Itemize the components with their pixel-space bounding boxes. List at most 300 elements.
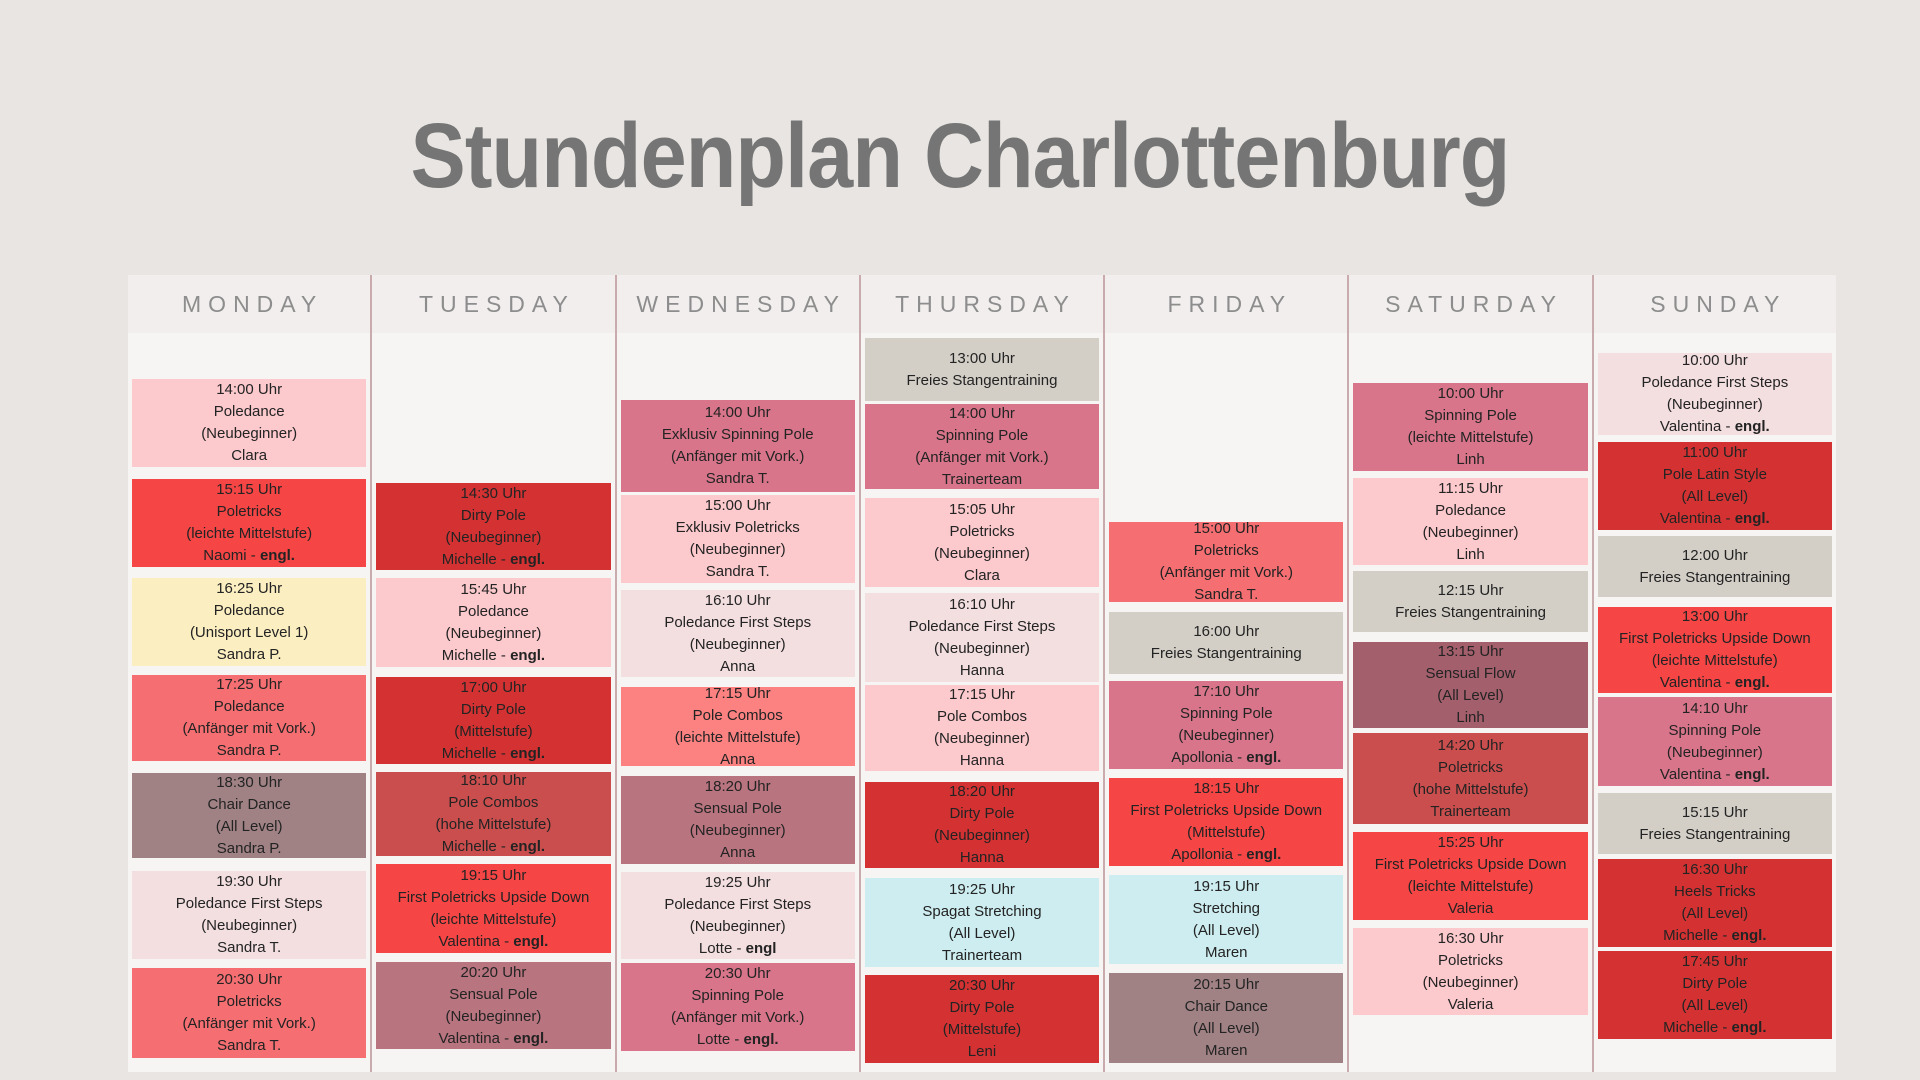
class-course: Poledance bbox=[213, 602, 285, 619]
class-time: 15:15 Uhr bbox=[1681, 803, 1748, 821]
class-time: 16:30 Uhr bbox=[1681, 861, 1748, 878]
class-course: Freies Stangentraining bbox=[1639, 825, 1791, 843]
trainer-name: Michelle - bbox=[1663, 927, 1728, 944]
trainer-language-tag: engl. bbox=[1734, 418, 1770, 435]
class-trainer bbox=[1598, 925, 1832, 947]
class-block bbox=[376, 578, 610, 667]
trainer-language-tag: engl. bbox=[510, 744, 546, 762]
trainer-name: Clara bbox=[231, 447, 268, 464]
class-block bbox=[1109, 612, 1343, 674]
class-time: 11:15 Uhr bbox=[1438, 479, 1503, 497]
trainer-language-tag: engl. bbox=[1731, 1019, 1767, 1036]
class-course: Pole Combos bbox=[692, 706, 783, 724]
class-course: Poletricks bbox=[949, 522, 1015, 540]
trainer-name: Valeria bbox=[1447, 900, 1494, 917]
trainer-name: Sandra P. bbox=[216, 839, 282, 857]
class-block bbox=[865, 498, 1099, 587]
class-course: Poledance bbox=[213, 403, 285, 420]
class-trainer bbox=[621, 468, 855, 490]
trainer-name: Sandra P. bbox=[216, 646, 282, 663]
class-trainer bbox=[376, 836, 610, 858]
class-block bbox=[621, 963, 855, 1051]
page-title: Stundenplan Charlottenburg bbox=[410, 105, 1510, 207]
trainer-name: Valentina - bbox=[1659, 418, 1731, 435]
class-block bbox=[1598, 859, 1832, 947]
class-trainer bbox=[376, 645, 610, 667]
trainer-name: Michelle - bbox=[1663, 1019, 1728, 1036]
trainer-name: Michelle - bbox=[441, 550, 506, 568]
class-trainer bbox=[1353, 449, 1587, 471]
class-time: 17:15 Uhr bbox=[949, 686, 1015, 703]
day-column-saturday bbox=[1349, 275, 1593, 1072]
class-trainer bbox=[865, 660, 1099, 682]
class-course: Dirty Pole bbox=[1682, 975, 1748, 992]
class-trainer bbox=[1353, 801, 1587, 823]
class-level: (Neubeginner) bbox=[445, 528, 542, 546]
class-trainer bbox=[865, 469, 1099, 491]
class-trainer bbox=[1109, 844, 1343, 866]
trainer-name: Valentina - bbox=[438, 932, 510, 950]
class-course: Poledance First Steps bbox=[1641, 374, 1789, 391]
class-block bbox=[376, 864, 610, 953]
class-course: Poledance First Steps bbox=[908, 617, 1056, 635]
class-course: Freies Stangentraining bbox=[1395, 603, 1547, 621]
class-level: (Anfänger mit Vork.) bbox=[671, 448, 805, 465]
class-block bbox=[1598, 793, 1832, 854]
class-level: (leichte Mittelstufe) bbox=[186, 525, 313, 542]
class-trainer bbox=[1109, 942, 1343, 964]
class-time: 17:10 Uhr bbox=[1193, 683, 1260, 700]
trainer-language-tag: engl bbox=[745, 939, 777, 957]
class-course: Pole Combos bbox=[448, 794, 539, 811]
class-level: (Neubeginner) bbox=[934, 639, 1030, 657]
class-level: (Neubeginner) bbox=[1666, 743, 1763, 761]
class-level: (leichte Mittelstufe) bbox=[1407, 878, 1534, 895]
class-block bbox=[1598, 442, 1832, 530]
class-block bbox=[865, 338, 1099, 401]
trainer-language-tag: engl. bbox=[510, 646, 546, 664]
class-trainer bbox=[132, 445, 366, 467]
trainer-name: Valentina - bbox=[1659, 674, 1731, 691]
class-time: 14:00 Uhr bbox=[704, 404, 771, 421]
class-level: (leichte Mittelstufe) bbox=[430, 910, 557, 928]
trainer-name: Valentina - bbox=[1659, 510, 1731, 527]
class-time: 15:25 Uhr bbox=[1437, 834, 1504, 851]
class-course: Sensual Pole bbox=[693, 800, 782, 817]
class-level: (Neubeginner) bbox=[689, 917, 786, 935]
class-level: (All Level) bbox=[948, 924, 1016, 942]
class-block bbox=[1353, 928, 1587, 1015]
class-course: Poledance First Steps bbox=[175, 895, 323, 912]
day-header: MONDAY bbox=[128, 275, 370, 333]
trainer-name: Valentina - bbox=[438, 1029, 510, 1047]
class-course: Pole Latin Style bbox=[1662, 466, 1767, 483]
class-course: Spinning Pole bbox=[1668, 721, 1762, 739]
day-column-monday bbox=[128, 275, 372, 1072]
class-level: (All Level) bbox=[215, 817, 283, 835]
class-level: (hohe Mittelstufe) bbox=[1412, 780, 1529, 798]
class-course: Poletricks bbox=[1193, 542, 1259, 559]
trainer-name: Hanna bbox=[959, 752, 1005, 769]
trainer-name: Leni bbox=[967, 1043, 997, 1060]
trainer-name: Apollonia - bbox=[1171, 846, 1243, 863]
class-level: (Neubeginner) bbox=[1422, 973, 1519, 991]
class-course: Poledance bbox=[1435, 501, 1506, 519]
day-header: TUESDAY bbox=[372, 275, 614, 333]
class-trainer bbox=[1353, 707, 1587, 729]
trainer-name: Hanna bbox=[959, 661, 1005, 679]
class-trainer bbox=[1598, 508, 1832, 530]
class-course: Chair Dance bbox=[1184, 998, 1268, 1015]
trainer-name: Anna bbox=[720, 657, 756, 675]
class-block bbox=[865, 782, 1099, 868]
class-block bbox=[865, 593, 1099, 682]
class-block bbox=[1353, 642, 1587, 728]
class-time: 18:20 Uhr bbox=[704, 778, 771, 795]
class-level: (All Level) bbox=[1192, 921, 1260, 939]
class-level: (Neubeginner) bbox=[445, 624, 542, 642]
trainer-language-tag: engl. bbox=[1734, 765, 1770, 783]
class-time: 19:30 Uhr bbox=[216, 873, 283, 890]
class-trainer bbox=[865, 847, 1099, 869]
class-course: First Poletricks Upside Down bbox=[1130, 802, 1323, 819]
trainer-language-tag: engl. bbox=[513, 932, 549, 950]
class-level: (Neubeginner) bbox=[1178, 727, 1275, 744]
class-trainer bbox=[621, 656, 855, 678]
day-body bbox=[617, 333, 859, 1072]
day-column-wednesday bbox=[617, 275, 861, 1072]
trainer-name: Sandra T. bbox=[217, 1037, 282, 1054]
class-level: (All Level) bbox=[1192, 1020, 1260, 1037]
class-level: (Unisport Level 1) bbox=[189, 624, 309, 641]
class-block bbox=[621, 495, 855, 583]
class-time: 13:15 Uhr bbox=[1437, 643, 1504, 660]
trainer-language-tag: engl. bbox=[510, 550, 546, 568]
class-block bbox=[865, 878, 1099, 967]
class-course: Spagat Stretching bbox=[922, 902, 1042, 920]
class-block bbox=[1109, 681, 1343, 769]
class-trainer bbox=[1109, 1040, 1343, 1062]
class-block bbox=[376, 677, 610, 764]
class-time: 16:25 Uhr bbox=[216, 580, 283, 597]
class-trainer bbox=[1353, 994, 1587, 1016]
class-course: Poletricks bbox=[216, 503, 282, 520]
class-time: 20:30 Uhr bbox=[704, 965, 771, 982]
class-course: Stretching bbox=[1192, 899, 1261, 917]
class-time: 16:00 Uhr bbox=[1193, 623, 1260, 640]
class-time: 14:00 Uhr bbox=[949, 404, 1015, 422]
class-level: (Neubeginner) bbox=[689, 635, 786, 653]
class-time: 20:30 Uhr bbox=[216, 971, 283, 988]
class-course: Poletricks bbox=[216, 993, 282, 1010]
trainer-name: Sandra T. bbox=[705, 470, 770, 487]
trainer-language-tag: engl. bbox=[513, 1029, 549, 1047]
class-trainer bbox=[1109, 584, 1343, 606]
class-time: 17:00 Uhr bbox=[460, 678, 527, 696]
class-course: Spinning Pole bbox=[1179, 705, 1273, 722]
class-level: (Anfänger mit Vork.) bbox=[182, 1015, 316, 1032]
class-block bbox=[865, 404, 1099, 489]
class-time: 16:10 Uhr bbox=[704, 591, 771, 609]
class-level: (Neubeginner) bbox=[1666, 396, 1763, 413]
class-course: Dirty Pole bbox=[949, 805, 1015, 822]
class-level: (Anfänger mit Vork.) bbox=[671, 1009, 805, 1026]
trainer-language-tag: engl. bbox=[1734, 510, 1770, 527]
class-course: Spinning Pole bbox=[691, 987, 784, 1004]
class-block bbox=[376, 772, 610, 856]
day-header: THURSDAY bbox=[861, 275, 1103, 333]
trainer-name: Michelle - bbox=[441, 646, 506, 664]
class-level: (Mittelstufe) bbox=[1187, 824, 1266, 841]
class-trainer bbox=[621, 1029, 855, 1051]
class-level: (All Level) bbox=[1681, 997, 1749, 1014]
trainer-language-tag: engl. bbox=[1246, 749, 1282, 766]
class-trainer bbox=[621, 938, 855, 960]
class-level: (Neubeginner) bbox=[201, 917, 298, 934]
day-body bbox=[372, 333, 614, 1072]
class-course: Freies Stangentraining bbox=[906, 371, 1058, 389]
class-course: Heels Tricks bbox=[1673, 883, 1756, 900]
class-time: 10:00 Uhr bbox=[1437, 385, 1504, 402]
day-header: WEDNESDAY bbox=[617, 275, 859, 333]
trainer-name: Sandra P. bbox=[216, 742, 282, 759]
class-course: Exklusiv Spinning Pole bbox=[661, 426, 814, 443]
class-time: 17:45 Uhr bbox=[1681, 953, 1748, 970]
class-time: 20:15 Uhr bbox=[1193, 976, 1260, 993]
trainer-name: Lotte - bbox=[698, 939, 742, 957]
class-level: (Neubeginner) bbox=[934, 730, 1030, 747]
class-time: 16:30 Uhr bbox=[1437, 929, 1504, 947]
trainer-language-tag: engl. bbox=[510, 838, 546, 855]
class-block bbox=[621, 684, 855, 768]
trainer-name: Valeria bbox=[1447, 995, 1494, 1013]
trainer-name: Valentina - bbox=[1659, 765, 1731, 783]
class-trainer bbox=[865, 1041, 1099, 1063]
class-level: (Mittelstufe) bbox=[454, 722, 533, 740]
class-level: (leichte Mittelstufe) bbox=[1651, 652, 1778, 669]
day-body bbox=[1105, 333, 1347, 1072]
class-block bbox=[132, 675, 366, 761]
class-block bbox=[1353, 832, 1587, 920]
class-block bbox=[1109, 778, 1343, 866]
class-course: Poledance First Steps bbox=[664, 895, 812, 913]
class-level: (leichte Mittelstufe) bbox=[674, 728, 801, 746]
class-time: 16:10 Uhr bbox=[949, 595, 1015, 613]
trainer-name: Maren bbox=[1205, 1042, 1248, 1059]
class-block bbox=[132, 479, 366, 567]
class-course: Chair Dance bbox=[207, 795, 291, 813]
class-course: Poletricks bbox=[1438, 951, 1504, 969]
class-level: (Mittelstufe) bbox=[942, 1021, 1022, 1038]
class-course: Freies Stangentraining bbox=[1639, 568, 1791, 586]
class-trainer bbox=[1598, 672, 1832, 694]
class-course: Dirty Pole bbox=[460, 506, 526, 524]
trainer-name: Sandra T. bbox=[705, 563, 770, 580]
class-trainer bbox=[132, 740, 366, 762]
class-course: Dirty Pole bbox=[949, 999, 1015, 1016]
trainer-name: Trainerteam bbox=[941, 470, 1023, 488]
class-trainer bbox=[376, 1028, 610, 1050]
class-level: (Neubeginner) bbox=[689, 541, 786, 558]
trainer-name: Maren bbox=[1205, 943, 1248, 961]
trainer-name: Linh bbox=[1456, 545, 1485, 563]
class-time: 13:00 Uhr bbox=[949, 349, 1015, 367]
class-time: 19:15 Uhr bbox=[1193, 877, 1260, 895]
class-level: (Neubeginner) bbox=[201, 425, 298, 442]
class-time: 12:00 Uhr bbox=[1681, 546, 1748, 564]
class-time: 15:00 Uhr bbox=[704, 497, 771, 514]
class-block bbox=[621, 776, 855, 864]
class-course: Pole Combos bbox=[936, 708, 1027, 725]
trainer-name: Michelle - bbox=[441, 838, 506, 855]
class-block bbox=[621, 400, 855, 492]
class-trainer bbox=[132, 1035, 366, 1057]
class-level: (leichte Mittelstufe) bbox=[1407, 429, 1534, 446]
trainer-name: Trainerteam bbox=[941, 946, 1023, 964]
class-trainer bbox=[1598, 764, 1832, 786]
class-trainer bbox=[1109, 747, 1343, 769]
class-time: 15:15 Uhr bbox=[216, 481, 283, 498]
trainer-name: Sandra T. bbox=[217, 939, 282, 956]
class-level: (Neubeginner) bbox=[445, 1007, 542, 1025]
class-trainer bbox=[132, 838, 366, 860]
class-block bbox=[132, 871, 366, 959]
class-level: (Anfänger mit Vork.) bbox=[915, 448, 1049, 466]
class-level: (Neubeginner) bbox=[1422, 523, 1519, 541]
class-block bbox=[865, 975, 1099, 1063]
trainer-name: Linh bbox=[1456, 709, 1485, 726]
class-block bbox=[1598, 536, 1832, 597]
day-header: SATURDAY bbox=[1349, 275, 1591, 333]
trainer-name: Sandra T. bbox=[1194, 586, 1259, 603]
trainer-name: Anna bbox=[720, 750, 756, 768]
class-course: Poledance First Steps bbox=[664, 613, 812, 631]
class-level: (Neubeginner) bbox=[934, 827, 1030, 844]
class-level: (All Level) bbox=[1681, 905, 1749, 922]
class-trainer bbox=[865, 565, 1099, 587]
trainer-name: Lotte - bbox=[696, 1031, 740, 1048]
class-block bbox=[1353, 733, 1587, 824]
class-trainer bbox=[132, 545, 366, 567]
class-course: Poledance bbox=[213, 698, 285, 715]
class-time: 18:10 Uhr bbox=[460, 772, 527, 789]
class-course: First Poletricks Upside Down bbox=[1618, 630, 1811, 647]
class-time: 12:15 Uhr bbox=[1437, 581, 1504, 599]
class-trainer bbox=[1598, 1017, 1832, 1039]
trainer-name: Linh bbox=[1456, 451, 1485, 468]
class-block bbox=[1598, 353, 1832, 435]
class-block bbox=[865, 685, 1099, 771]
class-course: Freies Stangentraining bbox=[1150, 645, 1302, 662]
class-time: 15:05 Uhr bbox=[949, 500, 1015, 518]
day-header: SUNDAY bbox=[1594, 275, 1836, 333]
day-column-sunday bbox=[1594, 275, 1836, 1072]
day-header: FRIDAY bbox=[1105, 275, 1347, 333]
day-column-thursday bbox=[861, 275, 1105, 1072]
class-time: 15:45 Uhr bbox=[460, 580, 527, 598]
class-course: Poledance bbox=[457, 602, 529, 620]
class-level: (All Level) bbox=[1681, 488, 1749, 505]
class-level: (Anfänger mit Vork.) bbox=[182, 720, 316, 737]
day-body bbox=[861, 333, 1103, 1072]
class-course: First Poletricks Upside Down bbox=[397, 888, 590, 906]
class-course: Exklusiv Poletricks bbox=[675, 519, 800, 536]
class-time: 19:15 Uhr bbox=[460, 866, 527, 884]
class-block bbox=[1598, 697, 1832, 786]
day-column-friday bbox=[1105, 275, 1349, 1072]
class-block bbox=[1353, 478, 1587, 565]
class-trainer bbox=[132, 937, 366, 959]
class-block bbox=[376, 962, 610, 1049]
day-body bbox=[1594, 333, 1836, 1072]
class-course: Sensual Flow bbox=[1425, 665, 1516, 682]
class-trainer bbox=[621, 561, 855, 583]
class-time: 18:15 Uhr bbox=[1193, 780, 1260, 797]
class-block bbox=[1598, 607, 1832, 693]
class-block bbox=[132, 578, 366, 666]
trainer-name: Hanna bbox=[959, 849, 1005, 866]
class-trainer bbox=[1353, 544, 1587, 566]
trainer-name: Apollonia - bbox=[1171, 749, 1243, 766]
class-block bbox=[1109, 875, 1343, 964]
class-time: 19:25 Uhr bbox=[949, 880, 1015, 898]
class-trainer bbox=[132, 644, 366, 666]
class-block bbox=[621, 872, 855, 959]
class-trainer bbox=[865, 945, 1099, 967]
class-time: 14:00 Uhr bbox=[216, 381, 283, 398]
class-block bbox=[621, 590, 855, 677]
class-time: 19:25 Uhr bbox=[704, 873, 771, 891]
class-course: Sensual Pole bbox=[449, 985, 538, 1003]
trainer-name: Clara bbox=[964, 566, 1000, 584]
class-course: Spinning Pole bbox=[935, 426, 1029, 444]
class-trainer bbox=[865, 750, 1099, 772]
trainer-name: Michelle - bbox=[441, 744, 506, 762]
class-trainer bbox=[376, 743, 610, 765]
class-time: 17:15 Uhr bbox=[704, 684, 771, 702]
class-time: 10:00 Uhr bbox=[1681, 352, 1748, 369]
class-block bbox=[376, 483, 610, 570]
class-time: 14:10 Uhr bbox=[1681, 699, 1748, 717]
class-block bbox=[132, 379, 366, 467]
class-time: 15:00 Uhr bbox=[1193, 520, 1260, 537]
trainer-language-tag: engl. bbox=[743, 1031, 779, 1048]
schedule-table bbox=[128, 275, 1836, 1072]
day-column-tuesday bbox=[372, 275, 616, 1072]
class-trainer bbox=[376, 931, 610, 953]
class-trainer bbox=[1353, 898, 1587, 920]
class-trainer bbox=[1598, 416, 1832, 438]
class-time: 11:00 Uhr bbox=[1682, 444, 1748, 461]
class-level: (Neubeginner) bbox=[689, 822, 786, 839]
class-block bbox=[132, 968, 366, 1058]
class-time: 18:30 Uhr bbox=[216, 773, 283, 791]
class-course: Dirty Pole bbox=[460, 700, 526, 718]
day-body bbox=[1349, 333, 1591, 1072]
class-level: (All Level) bbox=[1437, 687, 1504, 704]
class-time: 20:30 Uhr bbox=[949, 977, 1015, 994]
class-block bbox=[1109, 973, 1343, 1063]
class-block bbox=[1109, 522, 1343, 602]
class-level: (Anfänger mit Vork.) bbox=[1159, 564, 1293, 581]
class-block bbox=[1353, 383, 1587, 471]
class-time: 14:20 Uhr bbox=[1437, 736, 1504, 754]
day-body bbox=[128, 333, 370, 1072]
trainer-name: Anna bbox=[720, 844, 756, 861]
trainer-language-tag: engl. bbox=[259, 547, 295, 564]
class-trainer bbox=[621, 749, 855, 771]
class-time: 18:20 Uhr bbox=[949, 783, 1015, 800]
